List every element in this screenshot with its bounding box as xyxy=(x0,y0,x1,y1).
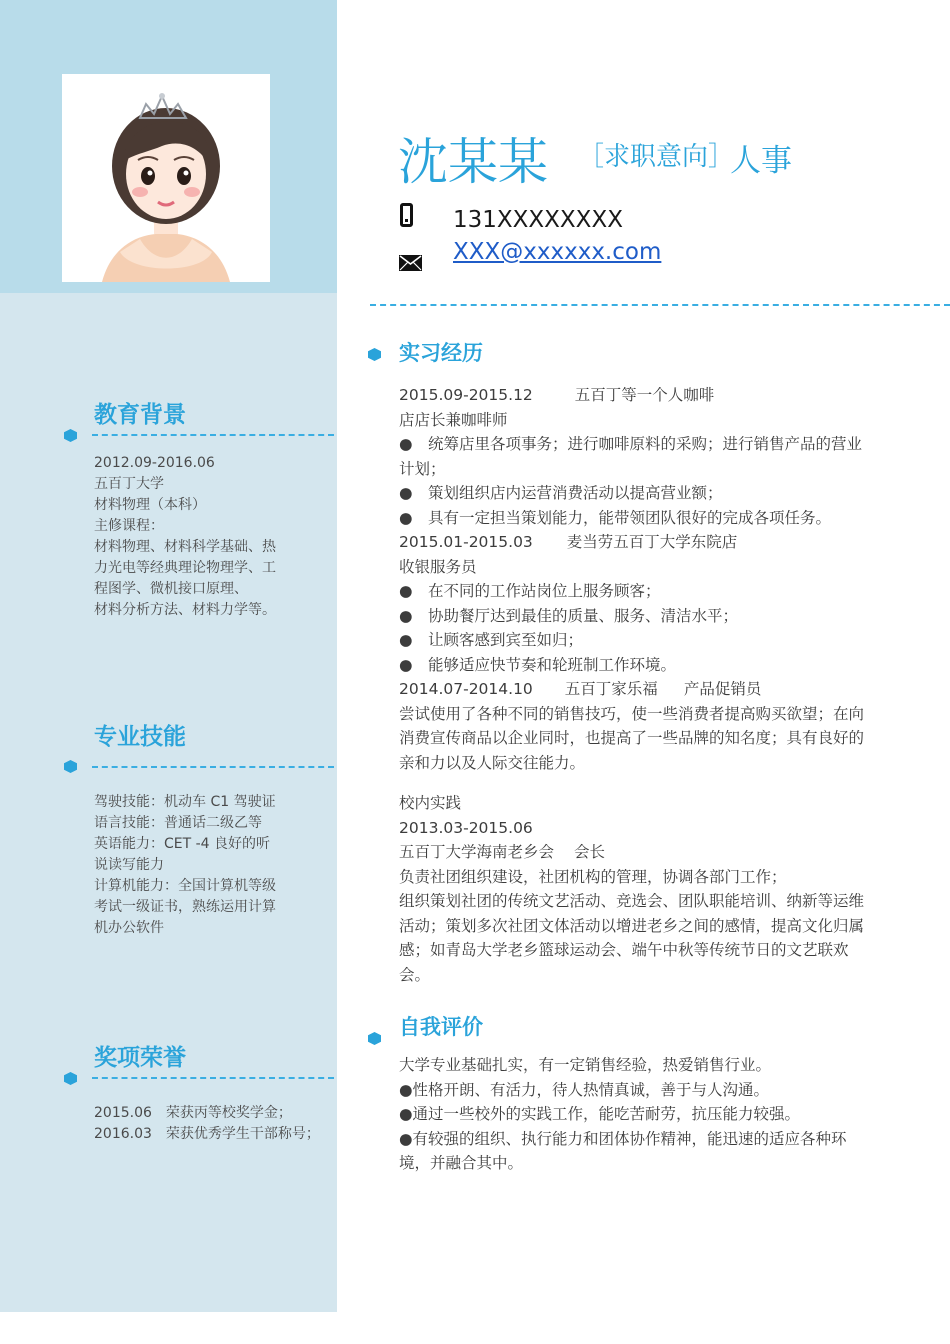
campus-role: 会长 xyxy=(574,843,606,861)
self-eval-line: ●有较强的组织、执行能力和团体协作精神，能迅速的适应各种环境，并融合其中。 xyxy=(399,1129,847,1172)
campus-org: 五百丁大学海南老乡会 xyxy=(399,843,555,861)
education-line: 材料分析方法、材料力学等。 xyxy=(94,602,276,618)
email-link[interactable]: XXX@xxxxxx.com xyxy=(453,239,662,265)
job-bullet: ● 统筹店里各项事务；进行咖啡原料的采购；进行销售产品的营业计划； xyxy=(399,435,863,478)
job-bullet: ● 在不同的工作站岗位上服务顾客； xyxy=(399,582,661,600)
awards-divider xyxy=(92,1077,334,1079)
skills-line: 考试一级证书，熟练运用计算 xyxy=(94,899,276,915)
job-company: 五百丁家乐福 xyxy=(564,680,658,698)
job-bullet: ● 能够适应快节奏和轮班制工作环境。 xyxy=(399,655,677,674)
job-company: 麦当劳五百丁大学东院店 xyxy=(566,533,738,551)
internship-content xyxy=(399,383,869,987)
education-line: 材料物理（本科） xyxy=(94,497,206,513)
hexagon-bullet-icon xyxy=(368,1032,381,1045)
skills-line: 说读写能力 xyxy=(94,857,164,873)
education-line: 2012.09-2016.06 xyxy=(94,455,215,471)
job-description: 尝试使用了各种不同的销售技巧，使一些消费者提高购买欲望；在向消费宣传商品以企业同时，也提高了一些品牌的知名度；具有良好的亲和力以及人际交往能力。 xyxy=(399,704,865,772)
awards-title: 奖项荣誉 xyxy=(94,1045,186,1071)
education-details xyxy=(94,453,276,621)
skills-line: 机办公软件 xyxy=(94,920,164,936)
candidate-name: 沈某某 xyxy=(398,133,548,191)
award-line: 2016.03 荣获优秀学生干部称号； xyxy=(94,1126,320,1142)
education-title xyxy=(94,396,186,414)
job-bullet: ● 协助餐厅达到最佳的质量、服务、清洁水平； xyxy=(399,606,739,625)
campus-description: 组织策划社团的传统文艺活动、竞选会、团队职能培训、纳新等运维活动；策划多次社团文体活动以增进老乡之间的感情，提高文化归属感；如青岛大学老乡篮球运动会、端午中秋等传统节日的文艺联欢会。 xyxy=(399,892,865,984)
skills-line: 驾驶技能：机动车 C1 驾驶证 xyxy=(94,794,276,810)
phone-icon xyxy=(400,203,413,227)
education-line: 主修课程： xyxy=(94,518,164,534)
self-eval-line: ●性格开朗、有活力，待人热情真诚，善于与人沟通。 xyxy=(399,1080,770,1099)
avatar xyxy=(62,74,270,282)
job-role: 店店长兼咖啡师 xyxy=(399,410,508,429)
campus-org-header xyxy=(399,840,869,865)
internship-title: 实习经历 xyxy=(399,341,483,365)
skills-line: 计算机能力：全国计算机等级 xyxy=(94,878,276,894)
job-bullet: ● 让顾客感到宾至如归； xyxy=(399,631,584,649)
hexagon-bullet-icon xyxy=(368,348,381,361)
mail-icon xyxy=(399,255,422,271)
avatar-illustration xyxy=(62,74,270,282)
skills-divider xyxy=(92,766,334,768)
self-eval-line: 大学专业基础扎实，有一定销售经验，热爱销售行业。 xyxy=(399,1056,772,1074)
job-date: 2014.07-2014.10 xyxy=(399,680,533,698)
job-bullet: ● 具有一定担当策划能力，能带领团队很好的完成各项任务。 xyxy=(399,508,832,527)
campus-label: 校内实践 xyxy=(399,794,462,812)
job-header xyxy=(399,677,869,702)
education-line: 力光电等经典理论物理学、工 xyxy=(94,560,276,576)
education-divider xyxy=(92,434,334,436)
self-eval-line: ●通过一些校外的实践工作，能吃苦耐劳，抗压能力较强。 xyxy=(399,1105,801,1123)
job-date: 2015.01-2015.03 xyxy=(399,533,533,551)
skills-line: 英语能力：CET -4 良好的听 xyxy=(94,836,271,852)
awards-details xyxy=(94,1103,320,1145)
job-intent-label: ［求职意向］ xyxy=(578,142,735,172)
self-eval-title: 自我评价 xyxy=(399,1015,483,1039)
self-eval-content xyxy=(399,1053,869,1176)
education-line: 材料物理、材料科学基础、热 xyxy=(94,539,276,555)
job-company: 五百丁等一个人咖啡 xyxy=(574,386,715,404)
phone-number: 131XXXXXXXX xyxy=(453,207,623,233)
campus-date: 2013.03-2015.06 xyxy=(399,818,533,837)
award-line: 2015.06 荣获丙等校奖学金； xyxy=(94,1105,292,1121)
education-line: 五百丁大学 xyxy=(94,476,164,492)
header-divider xyxy=(370,304,950,306)
job-date: 2015.09-2015.12 xyxy=(399,386,533,404)
skills-details xyxy=(94,792,276,939)
job-header xyxy=(399,383,869,408)
education-line: 程图学、微机接口原理、 xyxy=(94,581,248,597)
job-intent-value: 人事 xyxy=(730,143,792,179)
job-role: 收银服务员 xyxy=(399,557,477,576)
job-header xyxy=(399,530,869,555)
campus-line: 负责社团组织建设，社团机构的管理，协调各部门工作； xyxy=(399,867,787,886)
job-position: 产品促销员 xyxy=(683,680,762,698)
job-bullet: ● 策划组织店内运营消费活动以提高营业额； xyxy=(399,484,723,502)
skills-title: 专业技能 xyxy=(94,724,186,750)
skills-line: 语言技能：普通话二级乙等 xyxy=(94,815,262,831)
